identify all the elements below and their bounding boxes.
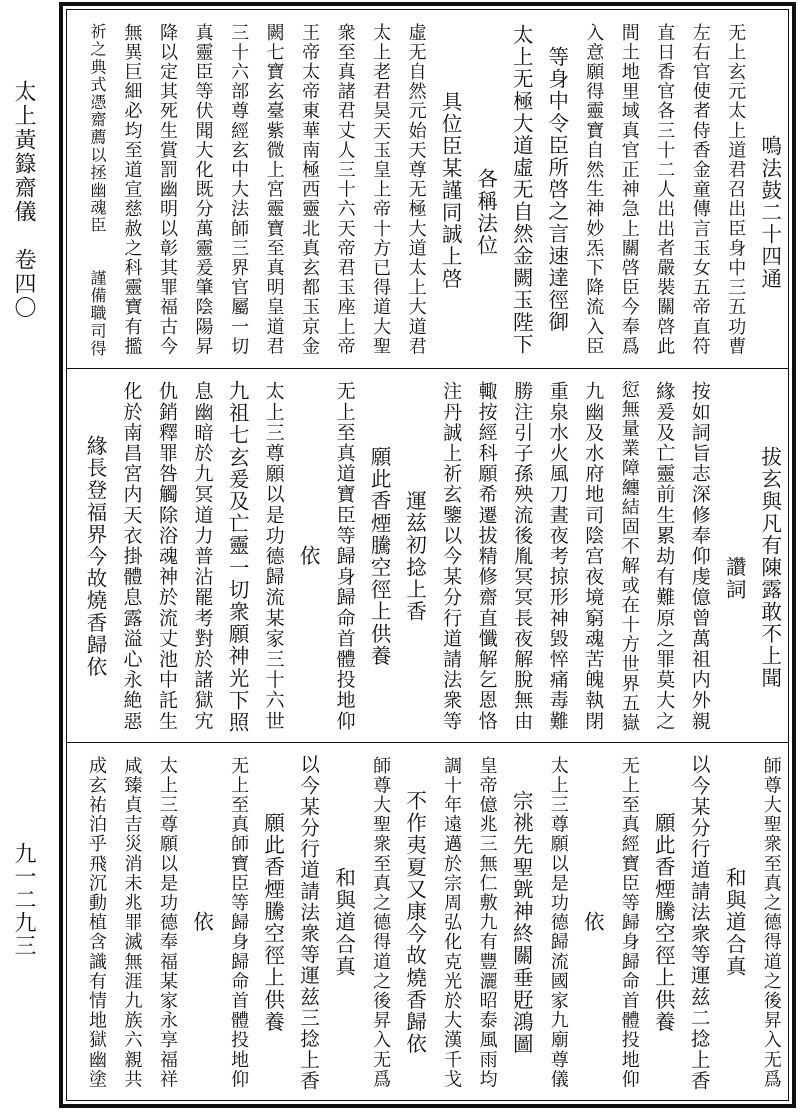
text-column: 注丹誠上祈玄鑒以今某分行道請法衆等: [440, 381, 463, 732]
text-column: 九祖七玄爰及亡靈一切衆願神光下照: [225, 379, 250, 734]
text-column: 鳴法鼓二十四通: [757, 90, 782, 290]
text-column: 以今某分行道請法衆等運兹二捻上香: [687, 753, 711, 1092]
text-column: 降以定其死生賞罰幽明以彰其罪福古今: [157, 23, 179, 357]
text-column: 真靈臣等伏聞大化既分萬靈爰肇陰陽昇: [192, 23, 214, 357]
text-column: 依: [296, 545, 321, 568]
text-column: 依: [580, 911, 605, 934]
text-column: 王帝太帝東華南極西靈北真玄都玉京金: [299, 23, 321, 357]
section-lower-columns: [75, 753, 780, 1092]
text-column: 入意願得靈寶自然生神妙炁下降流入臣: [583, 23, 605, 357]
text-column: 无上至真師寶臣等歸身歸命首體投地仰: [228, 755, 250, 1090]
text-column: 闕七寶玄臺紫微上宮靈寶至真明皇道君: [263, 23, 285, 357]
text-column: 緣長登福界今故燒香歸依: [83, 434, 107, 679]
text-column: 以今某分行道請法衆等運兹三捻上香: [297, 753, 321, 1092]
text-column: 太上无極大道虛无自然金闕玉陛下: [509, 24, 534, 356]
section-middle-columns: [75, 379, 780, 734]
text-column: 輙按經科願希遷拔精修齋直懺解乞恩恪: [475, 381, 498, 732]
text-column: 具位臣某謹同誠上啓: [438, 90, 463, 290]
text-column: 重泉水火風刀晝夜考掠形神毀悴痛毒難: [546, 381, 569, 732]
text-column: 勝注引子孫殃流後胤冥冥長夜解脫無由: [511, 381, 534, 732]
text-column: 三十六部尊經玄中大法師三界官屬一切: [228, 23, 250, 357]
text-column: 无上玄元太上道君召出臣身中三五功曹: [725, 23, 747, 357]
text-column: 調十年遠邁於宗周弘化克光於大漢千戈: [441, 755, 463, 1090]
text-column: 願此香煙騰空徑上供養: [651, 812, 676, 1033]
text-column: 太上老君昊天玉皇上帝十方已得道大聖: [370, 23, 392, 357]
text-column: 願此香煙騰空徑上供養: [367, 446, 392, 667]
text-column: 太上三尊願以是功德奉福某家永享福祥: [157, 755, 179, 1090]
text-column: 運兹初捻上香: [402, 490, 427, 623]
text-column: 不作夷夏又康今故燒香歸依: [402, 789, 427, 1056]
section-upper-columns: [75, 20, 780, 360]
text-column: 愆無量業障纏結固不解或在十方世界五嶽: [618, 380, 640, 733]
margin-book-title: 太上黃籙齋儀 卷四〇: [11, 80, 36, 320]
page-inner-border: [66, 9, 789, 1101]
section-lower: [67, 743, 788, 1100]
section-upper: [67, 10, 788, 368]
text-column: 緣爰及亡靈前生累劫有難原之罪莫大之: [653, 381, 676, 732]
text-column: 成玄祐泊乎飛沉動植含識有情地獄幽塗: [86, 755, 107, 1090]
text-column: 拔玄與凡有陳露敢不上聞: [757, 423, 782, 690]
text-column: 等身中令臣所啓之言速達徑御: [544, 46, 569, 334]
text-column: 讚詞: [722, 512, 747, 601]
text-column: 仇銷釋罪咎觸除浴魂神於流丈池中託生: [156, 381, 179, 732]
text-column: 願此香煙騰空徑上供養: [260, 812, 285, 1033]
text-column: 皇帝億兆三無仁敷九有豐灑昭泰風雨均: [476, 755, 498, 1090]
text-column: 按如詞旨志深修奉仰虔億曾萬祖内外親: [688, 381, 711, 732]
text-column: 无上至真經寶臣等歸身歸命首體投地仰: [618, 755, 640, 1090]
text-column: 依: [189, 911, 214, 934]
text-column: 師尊大聖衆至真之德得道之後昇入无爲: [760, 755, 782, 1090]
text-column: 化於南昌宮内天衣掛體息露溢心永絶惡: [120, 381, 143, 732]
text-column: 祈之典式憑齋薦以拯幽魂臣 謹備職司得: [88, 22, 107, 358]
text-column: 間土地里域真官正神急上關啓臣今奉爲: [618, 23, 640, 357]
text-column: 咸臻貞吉災消未兆罪滅無涯九族六親共: [121, 755, 143, 1090]
text-column: 衆至真諸君丈人三十六天帝君玉座上帝: [334, 23, 356, 357]
text-column: 宗祧先聖皝神終關垂覎鴻圖: [509, 789, 534, 1056]
text-column: 太上三尊願以是功德歸流某家三十六世: [262, 381, 285, 732]
text-column: 和與道合真: [331, 867, 356, 978]
margin-page-number: 九一二九三: [11, 842, 36, 957]
text-column: 虛无自然元始天尊无極大道太上大道君: [405, 23, 427, 357]
text-column: 九幽及水府地司陰宫夜境窮魂苦魄執閉: [582, 381, 605, 732]
text-column: 太上三尊願以是功德歸流國家九廟尊儀: [547, 755, 569, 1090]
section-middle: [67, 369, 788, 742]
page-frame: [59, 2, 796, 1108]
text-column: 左右官使者侍香金童傳言玉女五帝直符: [689, 23, 711, 357]
text-column: 和與道合真: [722, 867, 747, 978]
text-column: 各稱法位: [473, 123, 498, 257]
text-column: 息幽暗於九冥道力普沾罷考對於諸獄宄: [191, 381, 214, 732]
text-column: 師尊大聖衆至真之德得道之後昇入无爲: [370, 755, 392, 1090]
text-column: 無異巨細必均至道宣慈赦之科靈寶有㩜: [121, 23, 143, 357]
text-column: 无上至真道寶臣等歸身歸命首體投地仰: [333, 381, 356, 732]
text-column: 直日香官各三十二人出出者嚴裝關啓此: [654, 23, 676, 357]
